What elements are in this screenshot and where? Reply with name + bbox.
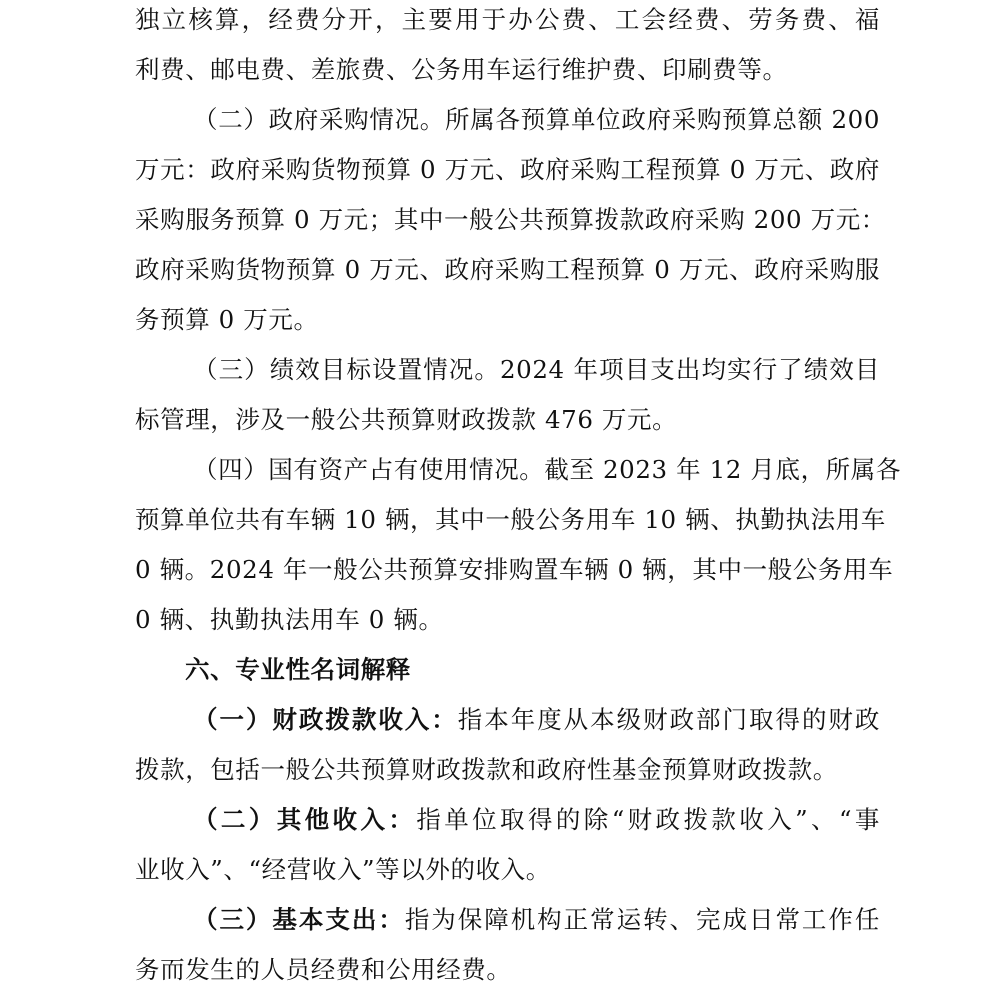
section-heading: （四）国有资产占有使用情况。	[193, 455, 545, 484]
line-text: 0 辆、执勤执法用车 0 辆。	[135, 605, 444, 634]
section-heading: （二）政府采购情况。	[193, 105, 445, 134]
section-heading: （三）绩效目标设置情况。	[193, 355, 500, 384]
term-heading: （一）财政拨款收入：	[193, 705, 458, 734]
paragraph-line	[135, 200, 886, 240]
line-text: 业收入”、“经营收入”等以外的收入。	[135, 855, 551, 884]
line-text: 截至 2023 年 12 月底，所属各	[544, 455, 901, 484]
line-text: 指为保障机构正常运转、完成日常工作任	[404, 905, 880, 934]
section-assets-heading-line	[135, 450, 901, 490]
term-fiscal-income-line	[135, 700, 880, 740]
term-basic-expenditure-line	[135, 900, 880, 940]
line-text: 拨款，包括一般公共预算财政拨款和政府性基金预算财政拨款。	[135, 755, 838, 784]
line-text: 预算单位共有车辆 10 辆，其中一般公务用车 10 辆、执勤执法用车	[135, 505, 886, 534]
paragraph-line	[135, 300, 880, 340]
line-text: 万元：政府采购货物预算 0 万元、政府采购工程预算 0 万元、政府	[135, 155, 880, 184]
line-text: 务预算 0 万元。	[135, 305, 319, 334]
paragraph-line	[135, 550, 894, 590]
paragraph-line	[135, 250, 880, 290]
line-text: 所属各预算单位政府采购预算总额 200	[444, 105, 881, 134]
line-text: 利费、邮电费、差旅费、公务用车运行维护费、印刷费等。	[135, 55, 788, 84]
paragraph-line	[135, 600, 880, 640]
line-text: 独立核算，经费分开，主要用于办公费、工会经费、劳务费、福	[135, 5, 880, 34]
line-text: 2024 年项目支出均实行了绩效目	[499, 355, 881, 384]
section-performance-heading-line	[135, 350, 880, 390]
line-text: 指本年度从本级财政部门取得的财政	[457, 705, 880, 734]
chapter-heading: 六、专业性名词解释	[185, 655, 411, 684]
paragraph-line	[135, 850, 880, 890]
line-text: 采购服务预算 0 万元；其中一般公共预算拨款政府采购 200 万元：	[135, 205, 886, 234]
term-other-income-line	[135, 800, 880, 840]
paragraph-line	[135, 500, 886, 540]
line-text: 务而发生的人员经费和公用经费。	[135, 955, 512, 984]
paragraph-line	[135, 150, 880, 190]
line-text: 0 辆。2024 年一般公共预算安排购置车辆 0 辆，其中一般公务用车	[135, 555, 894, 584]
term-heading: （三）基本支出：	[193, 905, 405, 934]
paragraph-line	[135, 750, 880, 790]
paragraph-line	[135, 0, 880, 40]
section-procurement-heading-line	[135, 100, 880, 140]
paragraph-line	[135, 50, 880, 90]
line-text: 指单位取得的除“财政拨款收入”、“事	[416, 805, 880, 834]
paragraph-line	[135, 400, 880, 440]
paragraph-line	[135, 950, 880, 990]
chapter-heading-line	[135, 650, 880, 690]
term-heading: （二）其他收入：	[193, 805, 417, 834]
line-text: 政府采购货物预算 0 万元、政府采购工程预算 0 万元、政府采购服	[135, 255, 880, 284]
line-text: 标管理，涉及一般公共预算财政拨款 476 万元。	[135, 405, 678, 434]
